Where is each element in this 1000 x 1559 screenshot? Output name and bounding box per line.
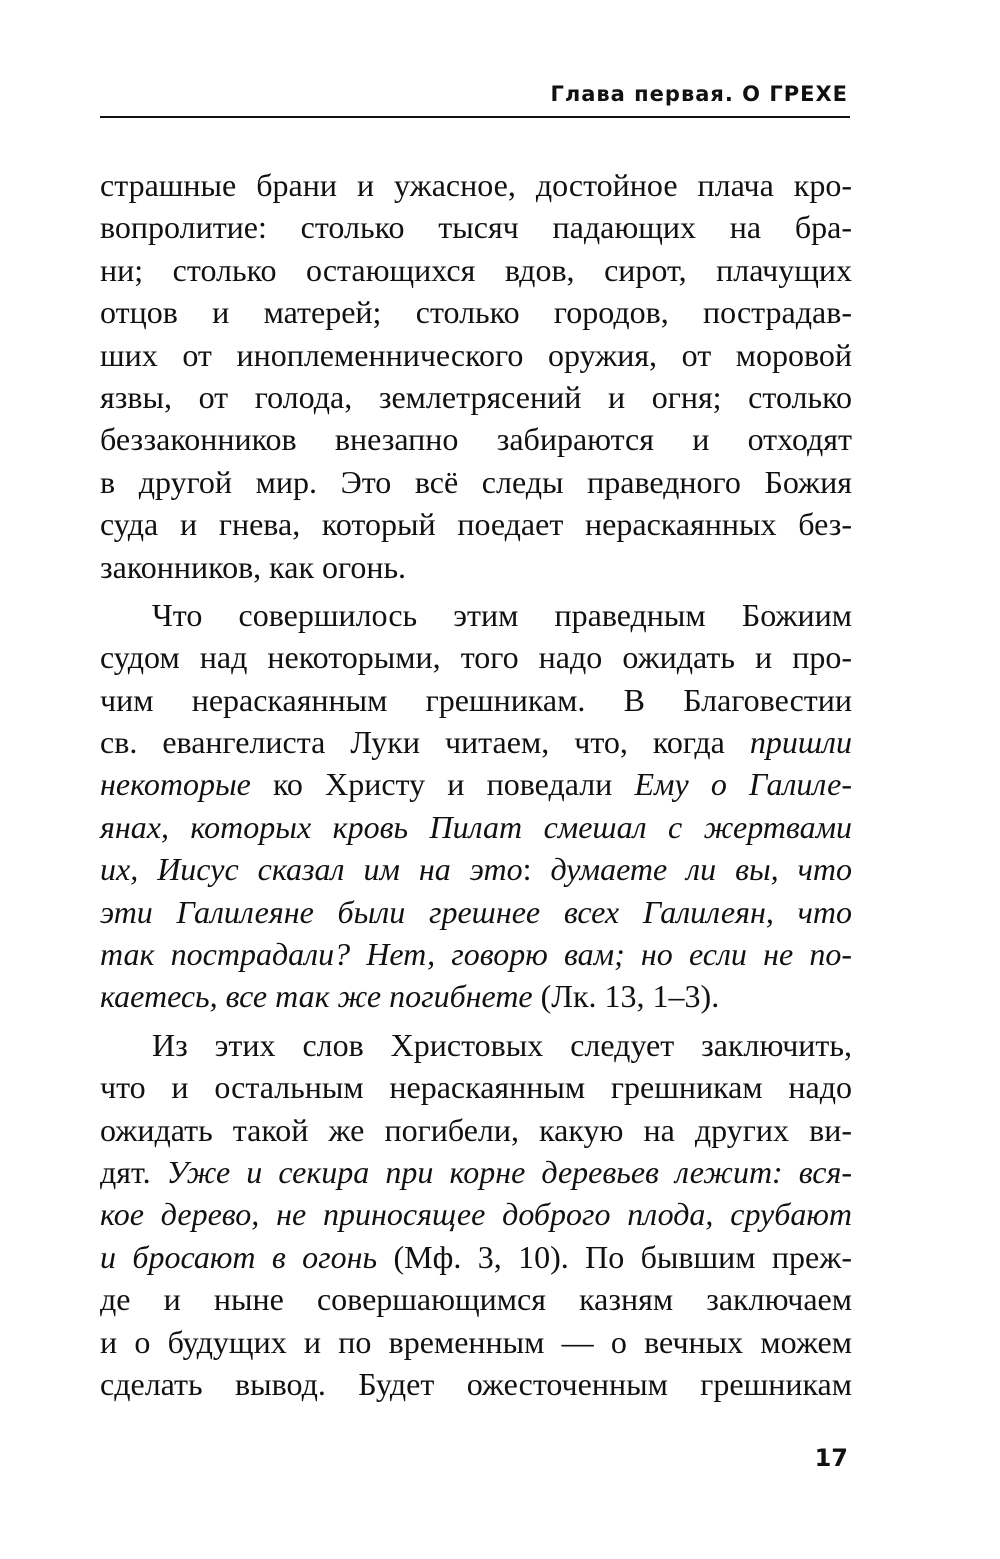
text-run: дят.	[100, 1153, 167, 1190]
text-run: :	[522, 851, 551, 888]
text-line	[100, 891, 852, 933]
text-line	[100, 164, 852, 206]
text-line	[100, 249, 852, 291]
text-run: св. евангелиста Луки читаем, что, когда	[100, 724, 750, 761]
text-run: законников, как огонь.	[100, 548, 407, 585]
italic-text: каетесь, все так же погибнете	[100, 978, 533, 1015]
text-line	[100, 334, 852, 376]
text-line	[100, 503, 852, 545]
text-run: и о будущих и по временным — о вечных можем	[100, 1323, 852, 1360]
text-run: отцов и матерей; столько городов, пострадав-	[100, 294, 852, 331]
italic-text: янах, которых кровь Пилат смешал с жертвами	[100, 808, 852, 845]
text-line	[100, 806, 852, 848]
text-line	[100, 418, 852, 460]
text-line	[100, 1193, 852, 1235]
italic-text: так пострадали? Нет, говорю вам; но если не по-	[100, 936, 852, 973]
text-line	[100, 1321, 852, 1363]
text-line	[100, 376, 852, 418]
text-line	[100, 1278, 852, 1320]
text-run: ожидать такой же погибели, какую на других ви-	[100, 1111, 852, 1148]
text-run: сделать вывод. Будет ожесточенным грешникам	[100, 1365, 852, 1402]
text-line	[100, 1363, 852, 1405]
text-run: Что совершилось этим праведным Божиим	[152, 596, 852, 633]
text-line	[100, 1109, 852, 1151]
text-run: чим нераскаянным грешникам. В Благовестии	[100, 681, 852, 718]
text-run: в другой мир. Это всё следы праведного Божия	[100, 463, 852, 500]
text-line	[100, 291, 852, 333]
text-run: ших от иноплеменнического оружия, от моровой	[100, 336, 852, 373]
text-line	[100, 721, 852, 763]
text-line	[100, 1236, 852, 1278]
text-run: судом над некоторыми, того надо ожидать и про-	[100, 639, 852, 676]
text-run: язвы, от голода, землетрясений и огня; столько	[100, 378, 852, 415]
text-line	[100, 594, 852, 636]
italic-text: эти Галилеяне были грешнее всех Галилеян, что	[100, 893, 852, 930]
text-line	[100, 1024, 852, 1066]
page-header	[100, 78, 850, 118]
italic-text: и бросают в огонь	[100, 1238, 378, 1275]
italic-text: пришли	[749, 724, 852, 761]
text-run: страшные брани и ужасное, достойное плача кро-	[100, 167, 852, 203]
text-run: ни; столько остающихся вдов, сирот, плачущих	[100, 251, 852, 288]
text-line	[100, 933, 852, 975]
text-line	[100, 206, 852, 248]
running-head: Глава первая. О ГРЕХЕ	[550, 82, 848, 106]
text-run: де и ныне совершающимся казням заключаем	[100, 1281, 852, 1318]
italic-text: кое дерево, не приносящее доброго плода, срубают	[100, 1196, 852, 1233]
text-run: Из этих слов Христовых следует заключить,	[152, 1026, 852, 1063]
text-run: суда и гнева, который поедает нераскаянных без-	[100, 506, 852, 543]
text-line	[100, 1151, 852, 1193]
italic-text: их, Иисус сказал им на это	[100, 851, 523, 888]
text-line	[100, 848, 852, 890]
text-run: ко Христу и поведали	[250, 766, 635, 803]
italic-text: думаете ли вы, что	[550, 851, 853, 888]
text-line	[100, 546, 852, 588]
italic-text: некоторые	[100, 766, 251, 803]
body-text	[100, 164, 852, 1405]
text-line	[100, 461, 852, 503]
text-line	[100, 763, 852, 805]
text-run: что и остальным нераскаянным грешникам надо	[100, 1069, 852, 1106]
page-number: 17	[814, 1444, 848, 1472]
italic-text: Уже и секира при корне деревьев лежит: вся-	[166, 1153, 853, 1190]
italic-text: Ему о Галиле-	[634, 766, 852, 803]
text-run: (Мф. 3, 10). По бывшим преж-	[377, 1238, 853, 1275]
text-run: беззаконников внезапно забираются и отходят	[100, 421, 852, 458]
text-run: (Лк. 13, 1–3).	[532, 978, 720, 1015]
text-line	[100, 1066, 852, 1108]
text-line	[100, 975, 852, 1017]
text-line	[100, 679, 852, 721]
text-run: вопролитие: столько тысяч падающих на бра-	[100, 209, 852, 246]
text-line	[100, 636, 852, 678]
